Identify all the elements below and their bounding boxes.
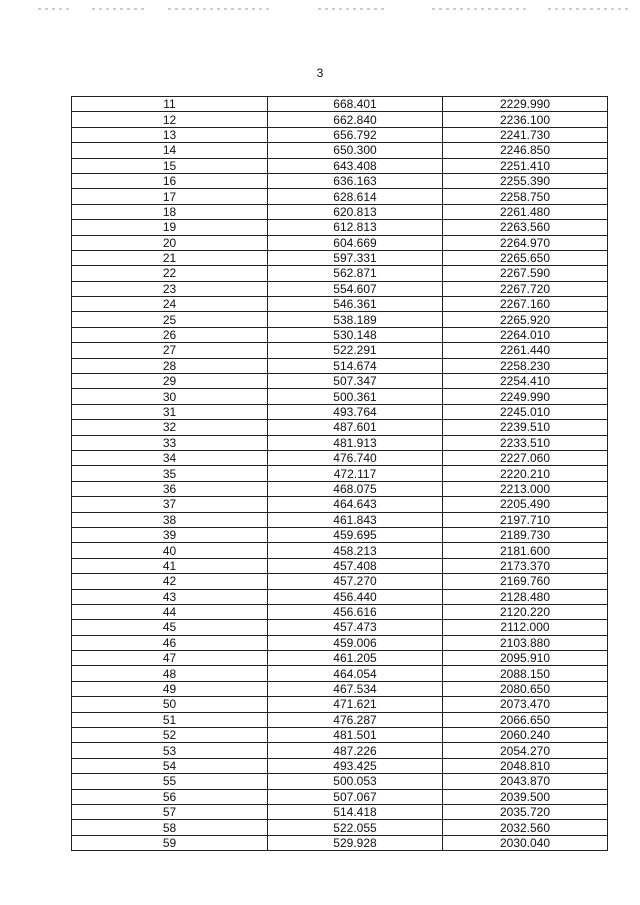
x-value-cell: 471.621 <box>268 697 443 712</box>
y-value-cell: 2227.060 <box>443 450 608 465</box>
y-value-cell: 2128.480 <box>443 589 608 604</box>
y-value-cell: 2267.590 <box>443 266 608 281</box>
x-value-cell: 529.928 <box>268 835 443 850</box>
x-value-cell: 500.053 <box>268 774 443 789</box>
point-number-cell: 49 <box>72 681 268 696</box>
table-row <box>72 420 608 435</box>
table-row <box>72 389 608 404</box>
point-number-cell: 35 <box>72 466 268 481</box>
table-row <box>72 450 608 465</box>
y-value-cell: 2073.470 <box>443 697 608 712</box>
point-number-cell: 53 <box>72 743 268 758</box>
y-value-cell: 2264.970 <box>443 235 608 250</box>
y-value-cell: 2035.720 <box>443 804 608 819</box>
table-row <box>72 297 608 312</box>
x-value-cell: 464.054 <box>268 666 443 681</box>
y-value-cell: 2048.810 <box>443 758 608 773</box>
point-number-cell: 24 <box>72 297 268 312</box>
point-number-cell: 20 <box>72 235 268 250</box>
x-value-cell: 500.361 <box>268 389 443 404</box>
x-value-cell: 643.408 <box>268 158 443 173</box>
x-value-cell: 461.205 <box>268 651 443 666</box>
y-value-cell: 2103.880 <box>443 635 608 650</box>
table-row <box>72 158 608 173</box>
y-value-cell: 2258.750 <box>443 189 608 204</box>
y-value-cell: 2264.010 <box>443 327 608 342</box>
point-number-cell: 21 <box>72 250 268 265</box>
point-number-cell: 25 <box>72 312 268 327</box>
point-number-cell: 59 <box>72 835 268 850</box>
table-row <box>72 835 608 850</box>
x-value-cell: 514.674 <box>268 358 443 373</box>
point-number-cell: 47 <box>72 651 268 666</box>
table-row <box>72 604 608 619</box>
y-value-cell: 2060.240 <box>443 728 608 743</box>
x-value-cell: 507.347 <box>268 374 443 389</box>
point-number-cell: 13 <box>72 127 268 142</box>
y-value-cell: 2255.390 <box>443 173 608 188</box>
point-number-cell: 40 <box>72 543 268 558</box>
point-number-cell: 51 <box>72 712 268 727</box>
y-value-cell: 2267.720 <box>443 281 608 296</box>
x-value-cell: 597.331 <box>268 250 443 265</box>
table-row <box>72 481 608 496</box>
x-value-cell: 628.614 <box>268 189 443 204</box>
x-value-cell: 481.501 <box>268 728 443 743</box>
y-value-cell: 2032.560 <box>443 820 608 835</box>
table-row <box>72 404 608 419</box>
point-number-cell: 48 <box>72 666 268 681</box>
table-row <box>72 281 608 296</box>
table-row <box>72 358 608 373</box>
y-value-cell: 2205.490 <box>443 497 608 512</box>
point-number-cell: 28 <box>72 358 268 373</box>
x-value-cell: 476.740 <box>268 450 443 465</box>
point-number-cell: 43 <box>72 589 268 604</box>
point-number-cell: 17 <box>72 189 268 204</box>
point-number-cell: 50 <box>72 697 268 712</box>
y-value-cell: 2246.850 <box>443 143 608 158</box>
y-value-cell: 2265.650 <box>443 250 608 265</box>
point-number-cell: 46 <box>72 635 268 650</box>
x-value-cell: 481.913 <box>268 435 443 450</box>
x-value-cell: 464.643 <box>268 497 443 512</box>
x-value-cell: 457.408 <box>268 558 443 573</box>
table-row <box>72 266 608 281</box>
y-value-cell: 2189.730 <box>443 527 608 542</box>
point-number-cell: 32 <box>72 420 268 435</box>
x-value-cell: 467.534 <box>268 681 443 696</box>
y-value-cell: 2043.870 <box>443 774 608 789</box>
table-row <box>72 343 608 358</box>
x-value-cell: 650.300 <box>268 143 443 158</box>
x-value-cell: 459.695 <box>268 527 443 542</box>
y-value-cell: 2213.000 <box>443 481 608 496</box>
table-row <box>72 589 608 604</box>
table-row <box>72 97 608 112</box>
x-value-cell: 546.361 <box>268 297 443 312</box>
x-value-cell: 662.840 <box>268 112 443 127</box>
table-row <box>72 789 608 804</box>
y-value-cell: 2241.730 <box>443 127 608 142</box>
table-row <box>72 220 608 235</box>
point-number-cell: 57 <box>72 804 268 819</box>
point-number-cell: 36 <box>72 481 268 496</box>
x-value-cell: 636.163 <box>268 173 443 188</box>
point-number-cell: 42 <box>72 574 268 589</box>
x-value-cell: 522.291 <box>268 343 443 358</box>
x-value-cell: 468.075 <box>268 481 443 496</box>
y-value-cell: 2267.160 <box>443 297 608 312</box>
point-number-cell: 16 <box>72 173 268 188</box>
x-value-cell: 493.425 <box>268 758 443 773</box>
y-value-cell: 2197.710 <box>443 512 608 527</box>
y-value-cell: 2088.150 <box>443 666 608 681</box>
table-row <box>72 527 608 542</box>
table-row <box>72 620 608 635</box>
x-value-cell: 459.006 <box>268 635 443 650</box>
table-row <box>72 697 608 712</box>
y-value-cell: 2120.220 <box>443 604 608 619</box>
x-value-cell: 522.055 <box>268 820 443 835</box>
table-row <box>72 820 608 835</box>
x-value-cell: 487.226 <box>268 743 443 758</box>
y-value-cell: 2080.650 <box>443 681 608 696</box>
x-value-cell: 472.117 <box>268 466 443 481</box>
y-value-cell: 2039.500 <box>443 789 608 804</box>
x-value-cell: 476.287 <box>268 712 443 727</box>
point-number-cell: 19 <box>72 220 268 235</box>
table-row <box>72 173 608 188</box>
table-row <box>72 635 608 650</box>
point-number-cell: 38 <box>72 512 268 527</box>
table-row <box>72 728 608 743</box>
point-number-cell: 12 <box>72 112 268 127</box>
coordinates-table <box>71 96 608 851</box>
table-row <box>72 804 608 819</box>
x-value-cell: 604.669 <box>268 235 443 250</box>
table-row <box>72 681 608 696</box>
point-number-cell: 33 <box>72 435 268 450</box>
point-number-cell: 37 <box>72 497 268 512</box>
x-value-cell: 530.148 <box>268 327 443 342</box>
table-row <box>72 435 608 450</box>
x-value-cell: 554.607 <box>268 281 443 296</box>
x-value-cell: 656.792 <box>268 127 443 142</box>
x-value-cell: 538.189 <box>268 312 443 327</box>
table-row <box>72 112 608 127</box>
point-number-cell: 39 <box>72 527 268 542</box>
y-value-cell: 2220.210 <box>443 466 608 481</box>
point-number-cell: 27 <box>72 343 268 358</box>
y-value-cell: 2095.910 <box>443 651 608 666</box>
table-row <box>72 758 608 773</box>
x-value-cell: 493.764 <box>268 404 443 419</box>
point-number-cell: 41 <box>72 558 268 573</box>
y-value-cell: 2173.370 <box>443 558 608 573</box>
point-number-cell: 18 <box>72 204 268 219</box>
table-row <box>72 774 608 789</box>
table-row <box>72 712 608 727</box>
table-row <box>72 466 608 481</box>
table-row <box>72 250 608 265</box>
point-number-cell: 23 <box>72 281 268 296</box>
point-number-cell: 56 <box>72 789 268 804</box>
point-number-cell: 45 <box>72 620 268 635</box>
x-value-cell: 456.440 <box>268 589 443 604</box>
y-value-cell: 2066.650 <box>443 712 608 727</box>
table-row <box>72 651 608 666</box>
x-value-cell: 458.213 <box>268 543 443 558</box>
table-row <box>72 327 608 342</box>
point-number-cell: 29 <box>72 374 268 389</box>
y-value-cell: 2233.510 <box>443 435 608 450</box>
y-value-cell: 2245.010 <box>443 404 608 419</box>
y-value-cell: 2258.230 <box>443 358 608 373</box>
point-number-cell: 54 <box>72 758 268 773</box>
scan-artifact-marks <box>0 6 640 12</box>
table-row <box>72 374 608 389</box>
point-number-cell: 52 <box>72 728 268 743</box>
table-row <box>72 497 608 512</box>
table-row <box>72 127 608 142</box>
table-row <box>72 574 608 589</box>
point-number-cell: 26 <box>72 327 268 342</box>
y-value-cell: 2265.920 <box>443 312 608 327</box>
x-value-cell: 668.401 <box>268 97 443 112</box>
y-value-cell: 2261.440 <box>443 343 608 358</box>
x-value-cell: 487.601 <box>268 420 443 435</box>
table-row <box>72 512 608 527</box>
table-row <box>72 666 608 681</box>
point-number-cell: 31 <box>72 404 268 419</box>
x-value-cell: 457.270 <box>268 574 443 589</box>
point-number-cell: 44 <box>72 604 268 619</box>
y-value-cell: 2181.600 <box>443 543 608 558</box>
y-value-cell: 2251.410 <box>443 158 608 173</box>
y-value-cell: 2054.270 <box>443 743 608 758</box>
y-value-cell: 2261.480 <box>443 204 608 219</box>
y-value-cell: 2112.000 <box>443 620 608 635</box>
point-number-cell: 14 <box>72 143 268 158</box>
table-row <box>72 235 608 250</box>
table-body <box>72 97 608 851</box>
y-value-cell: 2254.410 <box>443 374 608 389</box>
y-value-cell: 2236.100 <box>443 112 608 127</box>
x-value-cell: 562.871 <box>268 266 443 281</box>
point-number-cell: 22 <box>72 266 268 281</box>
point-number-cell: 15 <box>72 158 268 173</box>
table-row <box>72 143 608 158</box>
table-row <box>72 558 608 573</box>
page-number: 3 <box>316 66 324 80</box>
x-value-cell: 620.813 <box>268 204 443 219</box>
point-number-cell: 11 <box>72 97 268 112</box>
x-value-cell: 461.843 <box>268 512 443 527</box>
x-value-cell: 456.616 <box>268 604 443 619</box>
x-value-cell: 514.418 <box>268 804 443 819</box>
y-value-cell: 2249.990 <box>443 389 608 404</box>
x-value-cell: 507.067 <box>268 789 443 804</box>
table-row <box>72 189 608 204</box>
y-value-cell: 2239.510 <box>443 420 608 435</box>
y-value-cell: 2229.990 <box>443 97 608 112</box>
y-value-cell: 2263.560 <box>443 220 608 235</box>
x-value-cell: 457.473 <box>268 620 443 635</box>
table-row <box>72 204 608 219</box>
table-row <box>72 312 608 327</box>
point-number-cell: 30 <box>72 389 268 404</box>
y-value-cell: 2030.040 <box>443 835 608 850</box>
point-number-cell: 55 <box>72 774 268 789</box>
point-number-cell: 58 <box>72 820 268 835</box>
x-value-cell: 612.813 <box>268 220 443 235</box>
point-number-cell: 34 <box>72 450 268 465</box>
table-row <box>72 743 608 758</box>
table-row <box>72 543 608 558</box>
y-value-cell: 2169.760 <box>443 574 608 589</box>
